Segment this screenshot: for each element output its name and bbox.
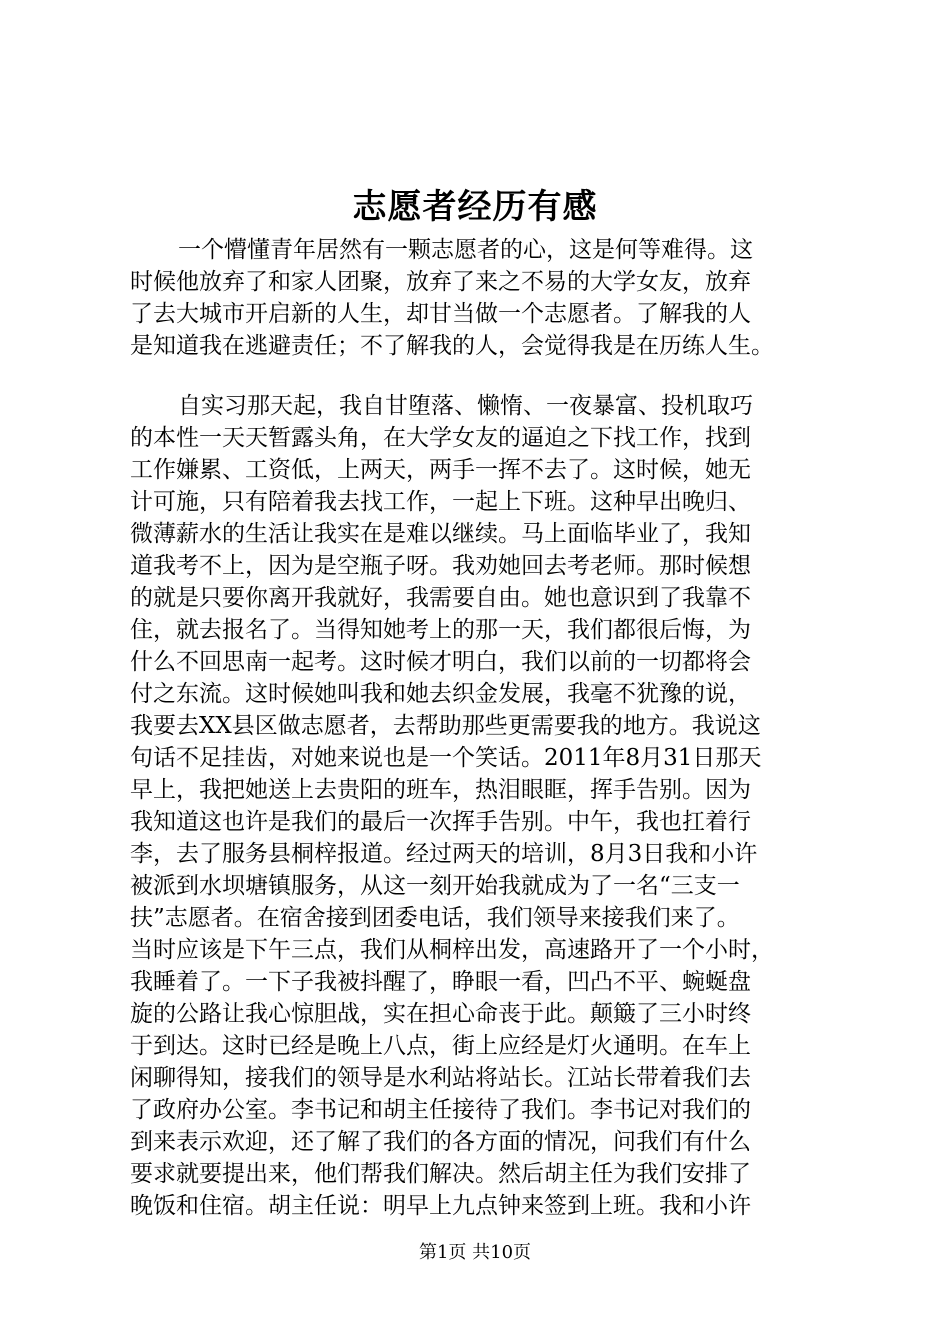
text-line: 的本性一天天暂露头角，在大学女友的逼迫之下找工作，找到: [130, 425, 751, 451]
text-line: 道我考不上，因为是空瓶子呀。我劝她回去考老师。那时候想: [130, 553, 751, 579]
text-line: 了去大城市开启新的人生，却甘当做一个志愿者。了解我的人: [130, 301, 751, 327]
text-line: 的就是只要你离开我就好，我需要自由。她也意识到了我靠不: [130, 585, 751, 611]
text-line: 被派到水坝塘镇服务，从这一刻开始我就成为了一名“三支一: [130, 873, 740, 899]
text-line: 晚饭和住宿。胡主任说：明早上九点钟来签到上班。我和小许: [130, 1193, 751, 1219]
paragraph-2: [130, 390, 830, 1222]
text-line: 于到达。这时已经是晚上八点，街上应经是灯火通明。在车上: [130, 1033, 751, 1059]
text-line: 当时应该是下午三点，我们从桐梓出发，高速路开了一个小时，: [130, 937, 774, 963]
text-line: 句话不足挂齿，对她来说也是一个笑话。2011年8月31日那天: [130, 745, 762, 771]
text-line: 工作嫌累、工资低，上两天，两手一挥不去了。这时候，她无: [130, 457, 751, 483]
text-line: 计可施，只有陪着我去找工作，一起上下班。这种早出晚归、: [130, 489, 751, 515]
text-line: 自实习那天起，我自甘堕落、懒惰、一夜暴富、投机取巧: [178, 393, 753, 419]
text-line: 是知道我在逃避责任；不了解我的人，会觉得我是在历练人生。: [130, 333, 774, 359]
text-line: 到来表示欢迎，还了解了我们的各方面的情况，问我们有什么: [130, 1129, 751, 1155]
text-line: 要求就要提出来，他们帮我们解决。然后胡主任为我们安排了: [130, 1161, 751, 1187]
text-line: 住，就去报名了。当得知她考上的那一天，我们都很后悔，为: [130, 617, 751, 643]
text-line: 时候他放弃了和家人团聚，放弃了来之不易的大学女友，放弃: [130, 269, 751, 295]
text-line: 什么不回思南一起考。这时候才明白，我们以前的一切都将会: [130, 649, 751, 675]
text-line: 一个懵懂青年居然有一颗志愿者的心，这是何等难得。这: [178, 237, 753, 263]
text-line: 李，去了服务县桐梓报道。经过两天的培训，8月3日我和小许: [130, 841, 758, 867]
text-line: 我睡着了。一下子我被抖醒了，睁眼一看，凹凸不平、蜿蜒盘: [130, 969, 751, 995]
text-line: 了政府办公室。李书记和胡主任接待了我们。李书记对我们的: [130, 1097, 751, 1123]
document-title: 志愿者经历有感: [352, 187, 598, 227]
text-line: 微薄薪水的生活让我实在是难以继续。马上面临毕业了，我知: [130, 521, 751, 547]
text-line: 付之东流。这时候她叫我和她去织金发展，我毫不犹豫的说，: [130, 681, 751, 707]
text-line: 旋的公路让我心惊胆战，实在担心命丧于此。颠簸了三小时终: [130, 1001, 751, 1027]
text-line: 早上，我把她送上去贵阳的班车，热泪眼眶，挥手告别。因为: [130, 777, 751, 803]
text-line: 闲聊得知，接我们的领导是水利站将站长。江站长带着我们去: [130, 1065, 751, 1091]
text-line: 我要去XX县区做志愿者，去帮助那些更需要我的地方。我说这: [130, 713, 761, 739]
page-footer: 第1页 共10页: [418, 1242, 532, 1263]
paragraph-1: [130, 234, 830, 362]
text-line: 扶”志愿者。在宿舍接到团委电话，我们领导来接我们来了。: [130, 905, 740, 931]
text-line: 我知道这也许是我们的最后一次挥手告别。中午，我也扛着行: [130, 809, 751, 835]
